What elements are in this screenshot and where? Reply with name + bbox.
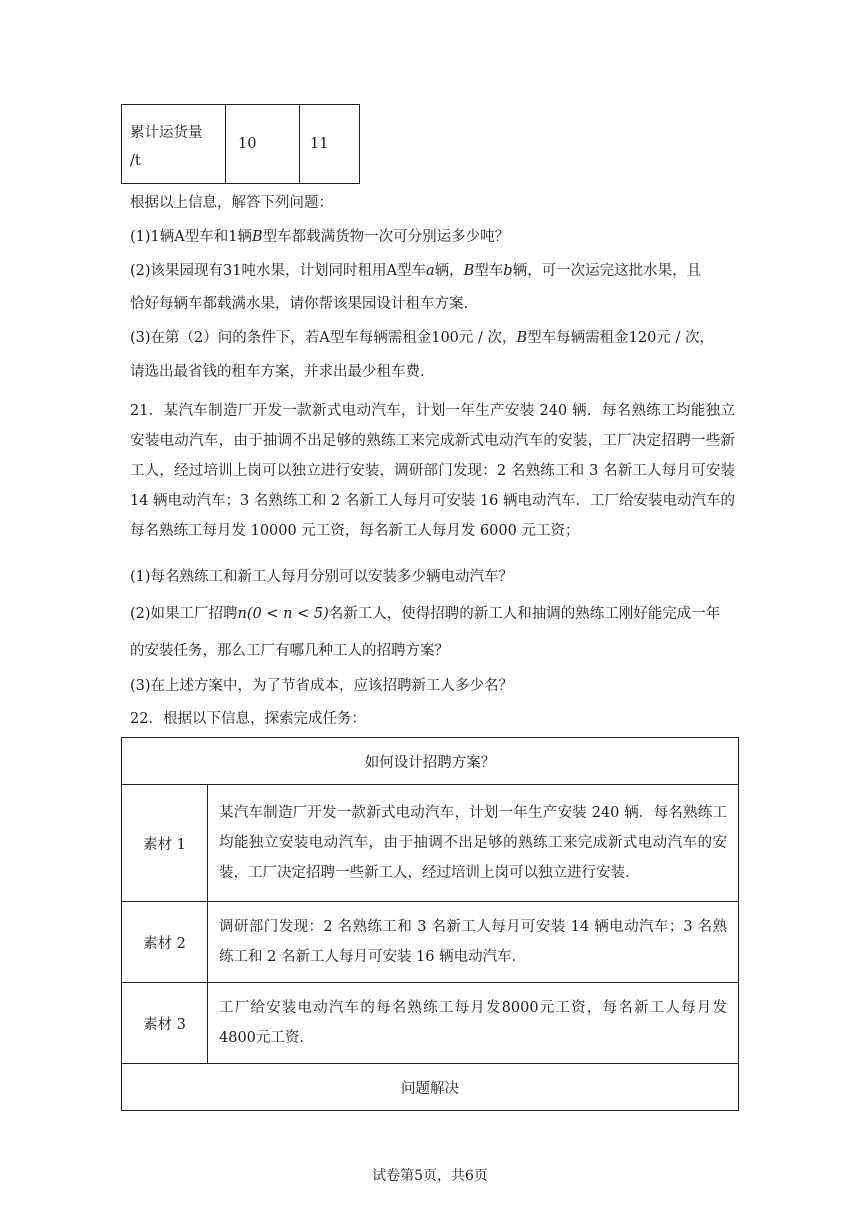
material-3-label: 素材 3	[122, 983, 208, 1064]
cargo-value-a: 10	[226, 105, 300, 184]
materials-title: 如何设计招聘方案？	[122, 738, 739, 785]
q20-part3-line2: 请选出最省钱的租车方案，并求出最少租车费.	[130, 364, 425, 380]
problem-solving-header: 问题解决	[122, 1064, 739, 1111]
q20-intro: 根据以上信息，解答下列问题：	[130, 195, 333, 211]
material-3-text: 工厂给安装电动汽车的每名熟练工每月发8000元工资，每名新工人每月发4800元工资．	[208, 983, 739, 1064]
q21-part2-line1: (2)如果工厂招聘n(0 < n < 5)名新工人，使得招聘的新工人和抽调的熟练工刚好能完成一年	[130, 606, 721, 622]
q20-part2-line2: 恰好每辆车都载满水果，请你帮该果园设计租车方案.	[130, 296, 469, 312]
material-2-text: 调研部门发现：2 名熟练工和 3 名新工人每月可安装 14 辆电动汽车；3 名熟练工和 2 名新工人每月可安装 16 辆电动汽车．	[208, 902, 739, 983]
cargo-label-line2: /t	[130, 153, 141, 169]
q21-part2-line2: 的安装任务，那么工厂有哪几种工人的招聘方案？	[130, 643, 449, 659]
cargo-label-cell	[122, 105, 226, 184]
q21-part3: (3)在上述方案中，为了节省成本，应该招聘新工人多少名？	[130, 678, 514, 694]
q20-part2-line1: (2)该果园现有31吨水果，计划同时租用A型车a辆，B型车b辆，可一次运完这批水果，且	[130, 263, 702, 279]
q20-part3-line1: (3)在第（2）问的条件下，若A型车每辆需租金100元 / 次，B型车每辆需租金120元 / 次，	[130, 330, 714, 346]
material-1-text: 某汽车制造厂开发一款新式电动汽车，计划一年生产安装 240 辆．每名熟练工均能独立安装电动汽车，由于抽调不出足够的熟练工来完成新式电动汽车的安装，工厂决定招聘一些新工人，经过培训上岗可以独立进行安装．	[208, 785, 739, 902]
q20-part1: (1)1辆A型车和1辆B型车都载满货物一次可分别运多少吨？	[130, 229, 510, 245]
q21-body: 21．某汽车制造厂开发一款新式电动汽车，计划一年生产安装 240 辆．每名熟练工均能独立安装电动汽车，由于抽调不出足够的熟练工来完成新式电动汽车的安装，工厂决定招聘一些新工人，经过培训上岗可以独立进行安装，调研部门发现：2 名熟练工和 3 名新工人每月可安装 14 辆电动汽车；3 名熟练工和 2 名新工人每月可安装 16 辆电动汽车．工厂给安装电动汽车的每名熟练工每月发 10000 元工资，每名新工人每月发 6000 元工资；	[130, 403, 736, 539]
page-footer: 试卷第5页，共6页	[372, 1168, 488, 1184]
q22-intro: 22．根据以下信息，探索完成任务：	[130, 711, 366, 727]
materials-table	[121, 737, 739, 1111]
q21-part1: (1)每名熟练工和新工人每月分别可以安装多少辆电动汽车？	[130, 569, 514, 585]
material-1-label: 素材 1	[122, 785, 208, 902]
cargo-table	[121, 104, 360, 184]
cargo-value-b: 11	[300, 105, 360, 184]
cargo-label-line1: 累计运货量	[130, 125, 203, 141]
q21-math-condition: n(0 < n < 5)	[237, 606, 329, 622]
material-2-label: 素材 2	[122, 902, 208, 983]
